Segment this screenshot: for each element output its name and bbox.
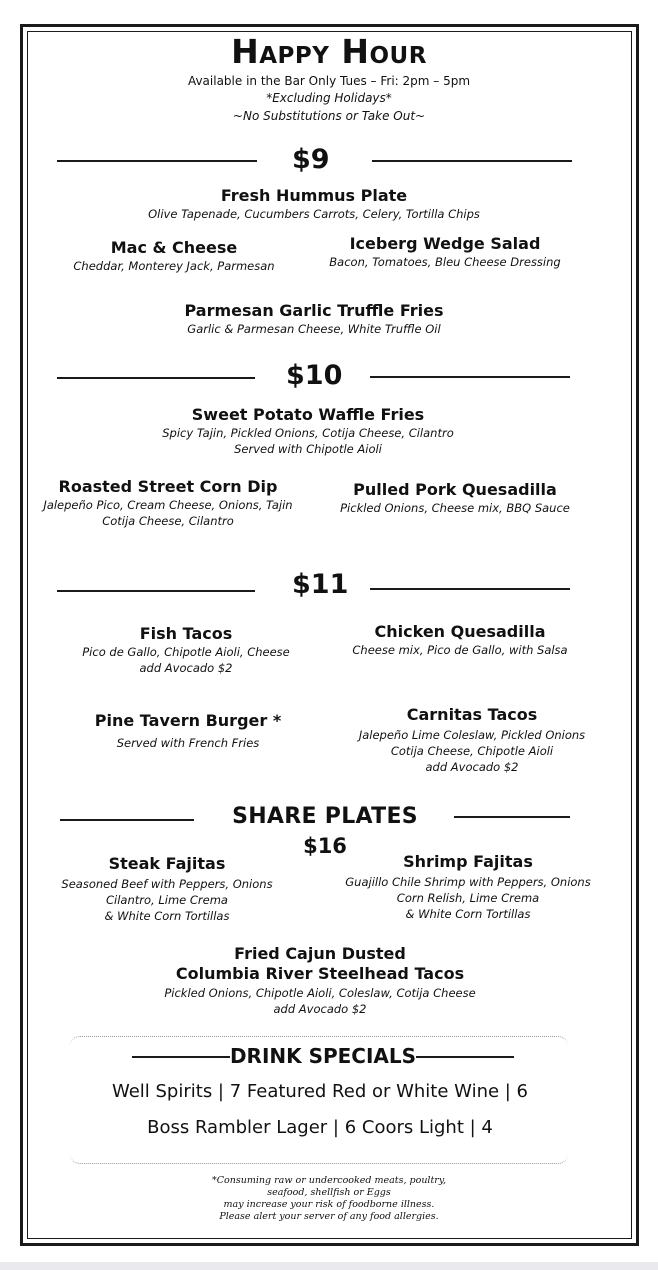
divider-right-9	[372, 160, 572, 162]
item-name: Pine Tavern Burger *	[94, 711, 282, 730]
disclaimer-line: *Consuming raw or undercooked meats, poultry,	[212, 1175, 446, 1186]
item-description: & White Corn Tortillas	[405, 907, 531, 921]
item-description: Cilantro, Lime Crema	[106, 893, 228, 907]
item-name: Columbia River Steelhead Tacos	[175, 964, 465, 983]
item-name: Mac & Cheese	[110, 238, 238, 257]
item-description: add Avocado $2	[273, 1002, 367, 1016]
share-plates-title: SHARE PLATES	[232, 804, 418, 829]
disclaimer-line: may increase your risk of foodborne illness.	[223, 1199, 435, 1210]
divider-right-share	[454, 816, 570, 818]
menu-item-fish-tacos	[56, 624, 316, 676]
menu-item-pulled-pork-quesadilla	[330, 480, 580, 516]
disclaimer-line: seafood, shellfish or Eggs	[267, 1187, 391, 1198]
menu-item-pine-tavern-burger	[68, 711, 308, 751]
menu-item-shrimp-fajitas	[330, 852, 606, 922]
divider-right-drinks	[416, 1056, 514, 1058]
item-description: Pico de Gallo, Chipotle Aioli, Cheese	[82, 645, 290, 659]
menu-item-steak-fajitas	[43, 854, 291, 924]
item-description: Served with French Fries	[116, 736, 260, 750]
item-description: Olive Tapenade, Cucumbers Carrots, Celery, Tortilla Chips	[148, 207, 480, 221]
availability-text: Available in the Bar Only Tues – Fri: 2pm – 5pm	[187, 74, 471, 88]
divider-right-11	[370, 588, 570, 590]
item-description: Jalepeño Pico, Cream Cheese, Onions, Tajin	[43, 498, 293, 512]
menu-item-steelhead-tacos	[0, 944, 640, 1017]
item-description: Corn Relish, Lime Crema	[396, 891, 540, 905]
item-description: Guajillo Chile Shrimp with Peppers, Onions	[345, 875, 591, 889]
item-name: Fish Tacos	[139, 624, 233, 643]
item-name: Pulled Pork Quesadilla	[353, 480, 557, 499]
item-name: Carnitas Tacos	[406, 705, 538, 724]
divider-left-9	[57, 160, 257, 162]
menu-item-chicken-quesadilla	[335, 622, 585, 658]
item-name: Fried Cajun Dusted	[234, 944, 406, 963]
section-price-11: $11	[292, 569, 349, 600]
item-description: Cotija Cheese, Chipotle Aioli	[390, 744, 554, 758]
item-description: Bacon, Tomatoes, Bleu Cheese Dressing	[329, 255, 561, 269]
item-description: Jalepeño Lime Coleslaw, Pickled Onions	[358, 728, 586, 742]
item-description: Cotija Cheese, Cilantro	[102, 514, 234, 528]
item-name: Chicken Quesadilla	[374, 622, 546, 641]
menu-item-corn-dip	[34, 477, 302, 529]
menu-item-carnitas-tacos	[336, 705, 608, 775]
item-name: Steak Fajitas	[108, 854, 226, 873]
item-description: add Avocado $2	[139, 661, 233, 675]
menu-title: Happy Hour	[231, 32, 427, 71]
item-name: Iceberg Wedge Salad	[349, 234, 541, 253]
divider-left-10	[57, 377, 255, 379]
item-name: Parmesan Garlic Truffle Fries	[184, 301, 444, 320]
item-name: Fresh Hummus Plate	[220, 186, 408, 205]
item-description: Cheese mix, Pico de Gallo, with Salsa	[352, 643, 568, 657]
page-bottom-strip	[0, 1262, 658, 1270]
divider-left-11	[57, 590, 255, 592]
item-description: & White Corn Tortillas	[104, 909, 230, 923]
menu-item-wedge-salad	[320, 234, 570, 270]
item-description: Seasoned Beef with Peppers, Onions	[61, 877, 273, 891]
section-price-10: $10	[286, 360, 343, 391]
item-name: Sweet Potato Waffle Fries	[191, 405, 425, 424]
item-description: Pickled Onions, Chipotle Aioli, Coleslaw, Cotija Cheese	[164, 986, 476, 1000]
drink-specials-title: DRINK SPECIALS	[229, 1044, 417, 1068]
menu-item-hummus	[0, 186, 628, 222]
menu-item-waffle-fries	[0, 405, 616, 457]
section-price-9: $9	[292, 144, 330, 175]
menu-item-mac-cheese	[54, 238, 294, 274]
item-name: Shrimp Fajitas	[403, 852, 533, 871]
share-plates-price: $16	[303, 834, 347, 858]
holiday-exclusion: *Excluding Holidays*	[266, 91, 392, 105]
substitution-policy: ~No Substitutions or Take Out~	[232, 109, 426, 123]
menu-item-truffle-fries	[0, 301, 628, 337]
item-description: Spicy Tajin, Pickled Onions, Cotija Cheese, Cilantro	[162, 426, 454, 440]
divider-right-10	[370, 376, 570, 378]
item-description: Cheddar, Monterey Jack, Parmesan	[73, 259, 275, 273]
item-description: Pickled Onions, Cheese mix, BBQ Sauce	[340, 501, 570, 515]
drink-line-2: Boss Rambler Lager | 6 Coors Light | 4	[147, 1117, 493, 1138]
disclaimer-line: Please alert your server of any food allergies.	[219, 1211, 439, 1222]
drink-line-1: Well Spirits | 7 Featured Red or White Wine | 6	[111, 1081, 529, 1102]
item-description: Served with Chipotle Aioli	[234, 442, 382, 456]
item-name: Roasted Street Corn Dip	[58, 477, 278, 496]
item-description: Garlic & Parmesan Cheese, White Truffle Oil	[187, 322, 441, 336]
item-description: add Avocado $2	[425, 760, 519, 774]
